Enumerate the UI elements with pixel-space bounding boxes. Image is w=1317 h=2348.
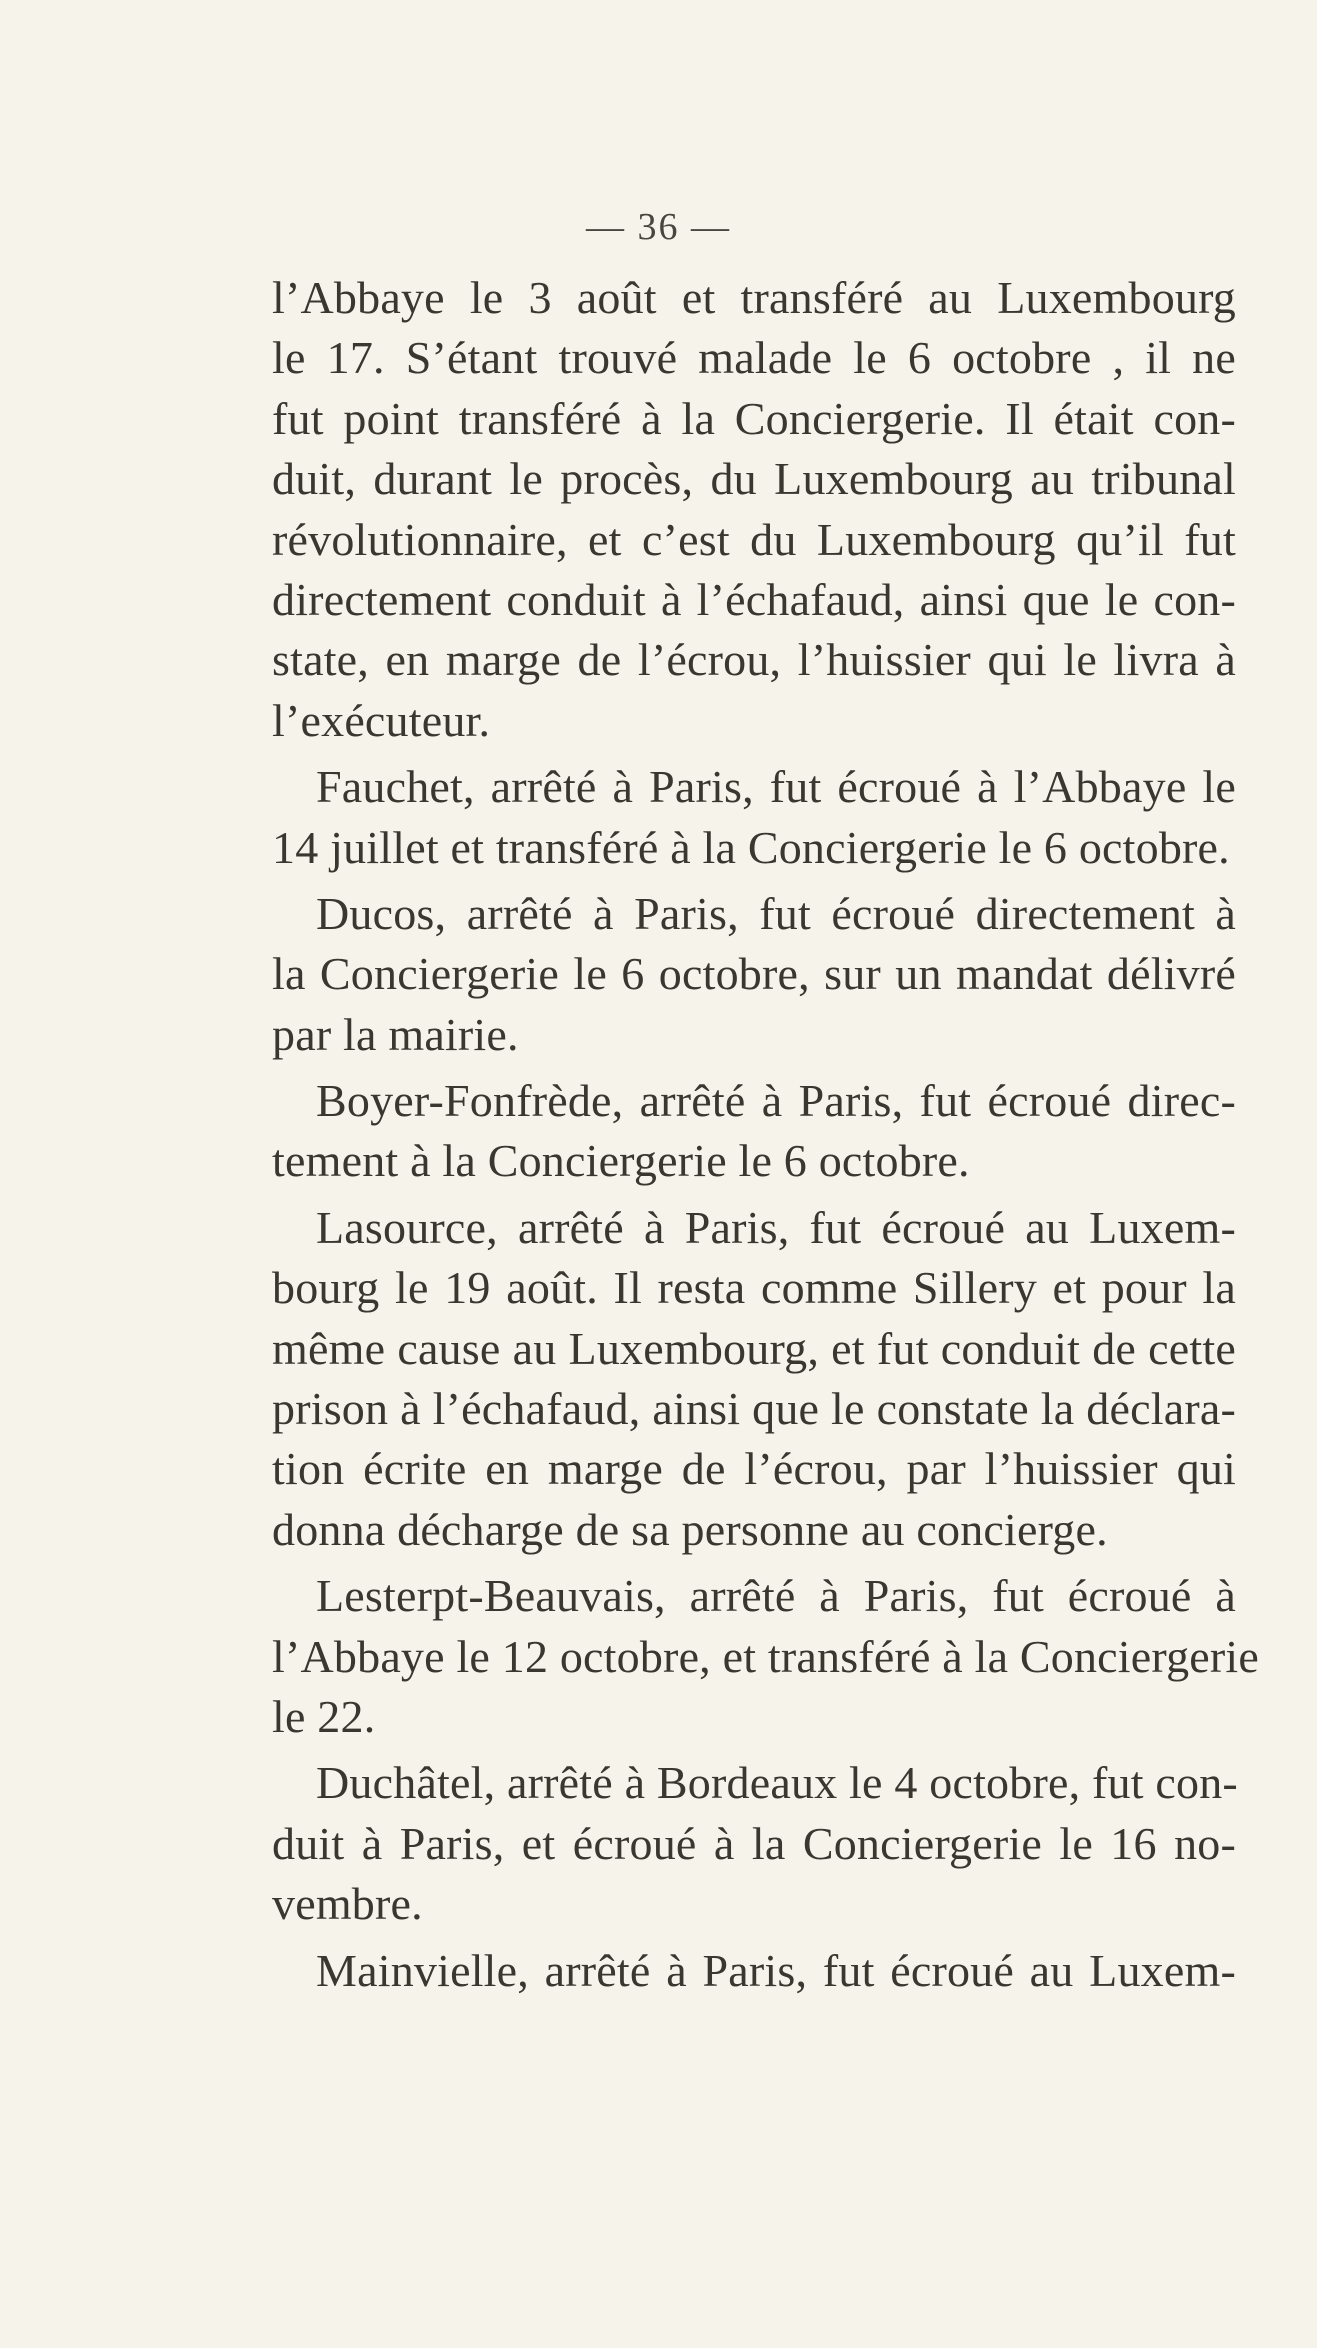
paragraph-start-line: Boyer-Fonfrède, arrêté à Paris, fut écroué direc- [316, 1075, 1236, 1127]
text-line: duit à Paris, et écroué à la Conciergerie le 16 no- [272, 1817, 1236, 1869]
text-line: vembre. [272, 1878, 423, 1930]
body-text [272, 268, 1259, 2001]
text-line: tement à la Conciergerie le 6 octobre. [272, 1135, 970, 1187]
text-line: par la mairie. [272, 1008, 519, 1060]
text-line: directement conduit à l’échafaud, ainsi que le con- [272, 573, 1236, 625]
text-line: la Conciergerie le 6 octobre, sur un mandat délivré [272, 948, 1236, 1000]
paragraph-start-line: Lasource, arrêté à Paris, fut écroué au Luxem- [316, 1201, 1236, 1253]
paragraph-start-line: Ducos, arrêté à Paris, fut écroué directement à [316, 887, 1236, 939]
text-line: le 17. S’étant trouvé malade le 6 octobre , il ne [272, 332, 1236, 384]
paragraph-start-line: Mainvielle, arrêté à Paris, fut écroué au Luxem- [316, 1944, 1236, 1996]
text-line: l’exécuteur. [272, 694, 491, 746]
text-line: state, en marge de l’écrou, l’huissier qui le livra à [272, 634, 1236, 686]
page-number: — 36 — [586, 206, 731, 248]
paragraph-start-line: Duchâtel, arrêté à Bordeaux le 4 octobre, fut con- [316, 1757, 1238, 1809]
text-line: l’Abbaye le 3 août et transféré au Luxembourg [272, 272, 1236, 323]
text-line: duit, durant le procès, du Luxembourg au tribunal [272, 453, 1236, 505]
text-line: bourg le 19 août. Il resta comme Sillery et pour la [272, 1262, 1236, 1314]
text-line: tion écrite en marge de l’écrou, par l’huissier qui [272, 1443, 1236, 1495]
text-line: 14 juillet et transféré à la Conciergerie le 6 octobre. [272, 821, 1230, 873]
text-line: prison à l’échafaud, ainsi que le constate la déclara- [272, 1383, 1236, 1435]
paragraph-start-line: Fauchet, arrêté à Paris, fut écroué à l’Abbaye le [316, 761, 1236, 813]
paragraph-start-line: Lesterpt-Beauvais, arrêté à Paris, fut écroué à [316, 1570, 1236, 1622]
text-line: le 22. [272, 1690, 376, 1742]
text-line: fut point transféré à la Conciergerie. Il était con- [272, 392, 1236, 444]
text-line: donna décharge de sa personne au concierge. [272, 1503, 1108, 1555]
text-line: révolutionnaire, et c’est du Luxembourg qu’il fut [272, 513, 1236, 565]
text-line: l’Abbaye le 12 octobre, et transféré à la Conciergerie [272, 1630, 1259, 1682]
text-line: même cause au Luxembourg, et fut conduit de cette [272, 1322, 1236, 1374]
